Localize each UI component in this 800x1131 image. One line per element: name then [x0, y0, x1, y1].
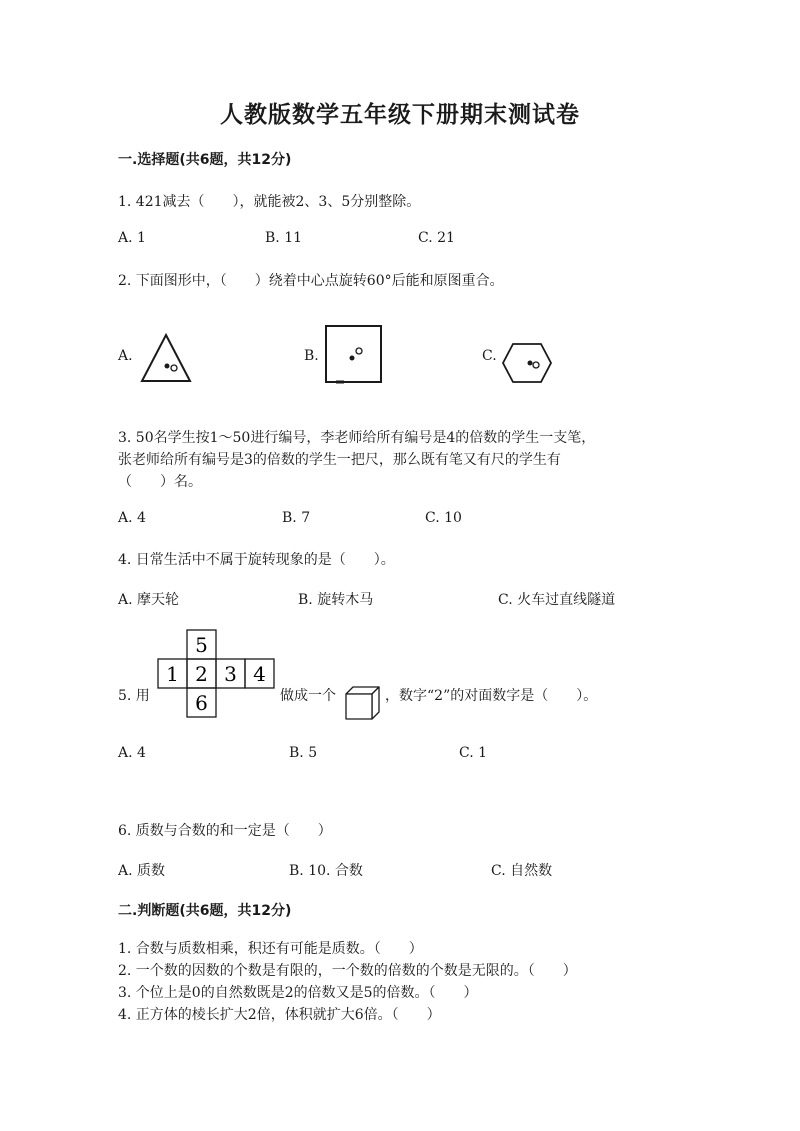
question-6-text: 6. 质数与合数的和一定是（ ）: [118, 823, 332, 839]
cube-net-figure: [157, 629, 275, 719]
cube-icon: [345, 686, 381, 720]
page-title: 人教版数学五年级下册期末测试卷: [220, 102, 580, 128]
question-5-prefix: 5. 用: [118, 688, 150, 704]
question-4-option-a[interactable]: A. 摩天轮: [118, 592, 180, 608]
question-4-text: 4. 日常生活中不属于旋转现象的是（ ）。: [118, 552, 395, 568]
question-1-text: 1. 421减去（ ），就能被2、3、5分别整除。: [118, 194, 421, 210]
question-5-option-b[interactable]: B. 5: [289, 745, 318, 761]
question-5-option-a[interactable]: A. 4: [118, 745, 146, 761]
question-6-option-a[interactable]: A. 质数: [118, 863, 166, 879]
question-5-option-c[interactable]: C. 1: [459, 745, 488, 761]
net-cell-4: 4: [253, 662, 266, 686]
judgement-item-4: 4. 正方体的棱长扩大2倍，体积就扩大6倍。（ ）: [118, 1007, 441, 1023]
question-1-option-b[interactable]: B. 11: [265, 230, 303, 246]
question-3-line-1: 3. 50名学生按1～50进行编号，李老师给所有编号是4的倍数的学生一支笔，: [118, 430, 596, 446]
question-3-line-3: （ ）名。: [118, 474, 202, 490]
question-4-option-c[interactable]: C. 火车过直线隧道: [498, 592, 616, 608]
question-3-line-2: 张老师给所有编号是3的倍数的学生一把尺，那么既有笔又有尺的学生有: [118, 452, 561, 468]
question-2-option-c[interactable]: C.: [482, 348, 497, 364]
section-heading-choice: 一.选择题(共6题，共12分): [118, 152, 292, 168]
question-2-text: 2. 下面图形中，（ ）绕着中心点旋转60°后能和原图重合。: [118, 273, 504, 289]
judgement-item-1: 1. 合数与质数相乘，积还有可能是质数。（ ）: [118, 941, 423, 957]
question-5-middle: 做成一个: [280, 688, 336, 704]
net-cell-1: 1: [166, 662, 179, 686]
question-4-option-b[interactable]: B. 旋转木马: [298, 592, 374, 608]
question-5-suffix: ，数字“2”的对面数字是（ ）。: [385, 688, 598, 704]
hexagon-figure: [501, 342, 553, 384]
question-1-option-a[interactable]: A. 1: [118, 230, 146, 246]
net-cell-3: 3: [224, 662, 237, 686]
section-heading-judgement: 二.判断题(共6题，共12分): [118, 903, 292, 919]
net-cell-2: 2: [195, 662, 208, 686]
judgement-item-2: 2. 一个数的因数的个数是有限的，一个数的倍数的个数是无限的。（ ）: [118, 963, 577, 979]
question-6-option-c[interactable]: C. 自然数: [491, 863, 553, 879]
square-figure: [324, 324, 384, 386]
net-cell-top: 5: [195, 633, 208, 657]
question-6-option-b[interactable]: B. 10. 合数: [289, 863, 363, 879]
question-3-option-c[interactable]: C. 10: [425, 510, 462, 526]
question-3-option-a[interactable]: A. 4: [118, 510, 146, 526]
question-2-option-b[interactable]: B.: [304, 348, 319, 364]
question-2-option-a[interactable]: A.: [118, 348, 133, 364]
judgement-item-3: 3. 个位上是0的自然数既是2的倍数又是5的倍数。（ ）: [118, 985, 478, 1001]
question-3-option-b[interactable]: B. 7: [282, 510, 311, 526]
question-1-option-c[interactable]: C. 21: [418, 230, 455, 246]
net-cell-bottom: 6: [195, 691, 208, 715]
triangle-figure: [140, 333, 192, 385]
